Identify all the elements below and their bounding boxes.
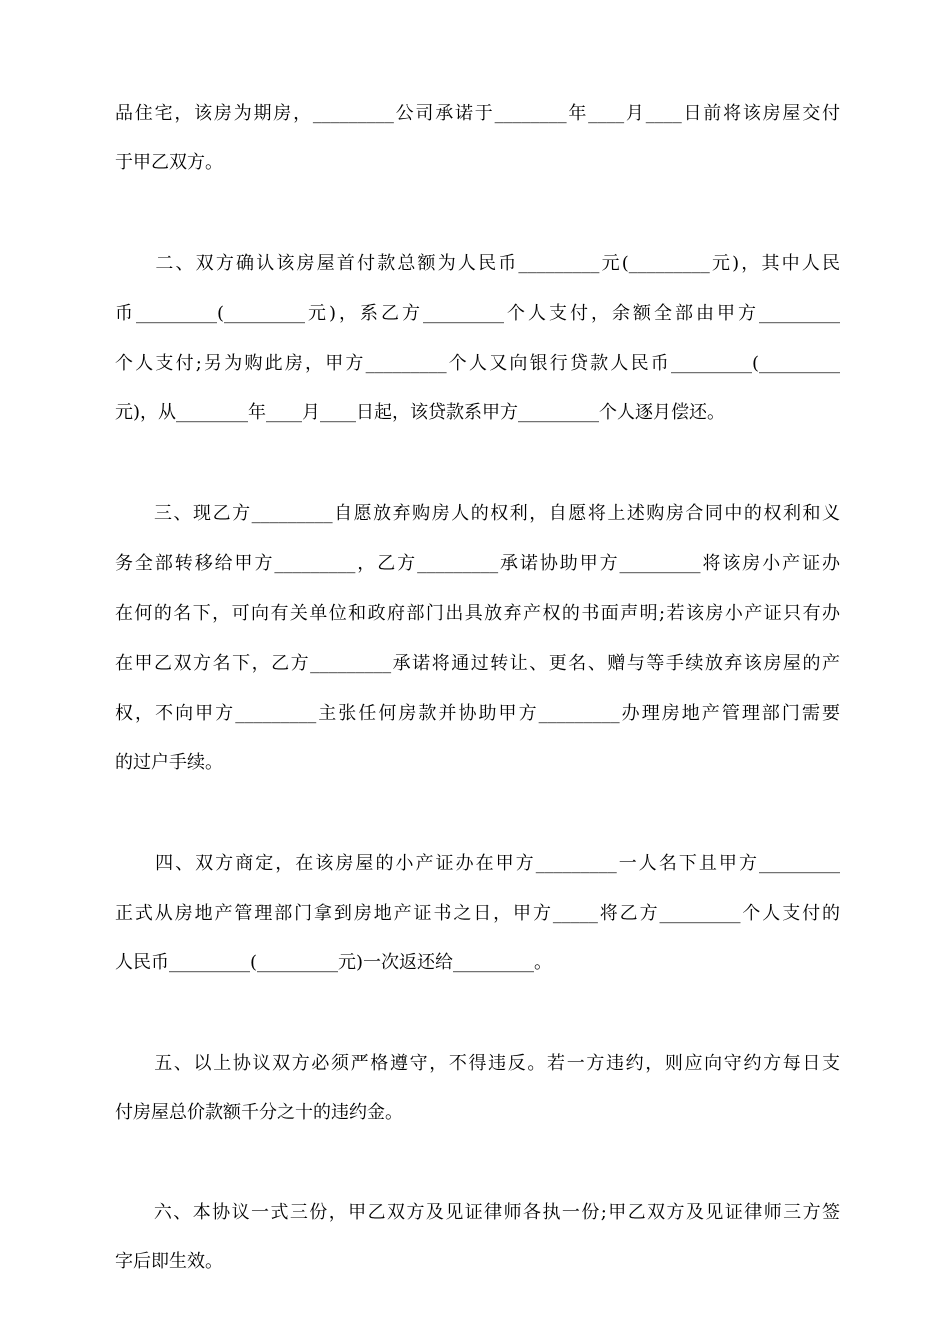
paragraph-line: 在甲乙双方名下，乙方_________承诺将通过转让、更名、赠与等手续放弃该房屋的产 — [115, 653, 840, 674]
paragraph-line: 币_________(_________元)，系乙方_________个人支付，余额全部由甲方_________ — [115, 303, 840, 324]
paragraph-line: 三、现乙方_________自愿放弃购房人的权利，自愿将上述购房合同中的权利和义 — [115, 503, 840, 524]
paragraph-line: 字后即生效。 — [115, 1251, 223, 1272]
paragraph-line: 正式从房地产管理部门拿到房地产证书之日，甲方_____将乙方_________个人支付的 — [115, 903, 840, 924]
paragraph-line: 于甲乙双方。 — [115, 152, 223, 173]
paragraph-line: 四、双方商定，在该房屋的小产证办在甲方_________一人名下且甲方_________ — [115, 853, 840, 874]
paragraph-line: 二、双方确认该房屋首付款总额为人民币_________元(_________元)，其中人民 — [115, 253, 840, 274]
paragraph-line: 五、以上协议双方必须严格遵守，不得违反。若一方违约，则应向守约方每日支 — [115, 1053, 840, 1074]
paragraph-line: 品住宅，该房为期房，_________公司承诺于________年____月____日前将该房屋交付 — [115, 103, 840, 124]
paragraph-line: 付房屋总价款额千分之十的违约金。 — [115, 1102, 403, 1123]
paragraph-line: 在何的名下，可向有关单位和政府部门出具放弃产权的书面声明;若该房小产证只有办 — [115, 603, 840, 624]
paragraph-line: 人民币_________(_________元)一次返还给_________。 — [115, 952, 553, 973]
paragraph-line: 个人支付;另为购此房，甲方_________个人又向银行贷款人民币_________(_________ — [115, 353, 840, 374]
paragraph-line: 权，不向甲方_________主张任何房款并协助甲方_________办理房地产管理部门需要 — [115, 703, 840, 724]
paragraph-line: 六、本协议一式三份，甲乙双方及见证律师各执一份;甲乙双方及见证律师三方签 — [115, 1202, 840, 1223]
paragraph-line: 务全部转移给甲方_________，乙方_________承诺协助甲方_________将该房小产证办 — [115, 553, 840, 574]
paragraph-line: 的过户手续。 — [115, 752, 223, 773]
paragraph-line: 元)，从________年____月____日起，该贷款系甲方_________个人逐月偿还。 — [115, 402, 726, 423]
